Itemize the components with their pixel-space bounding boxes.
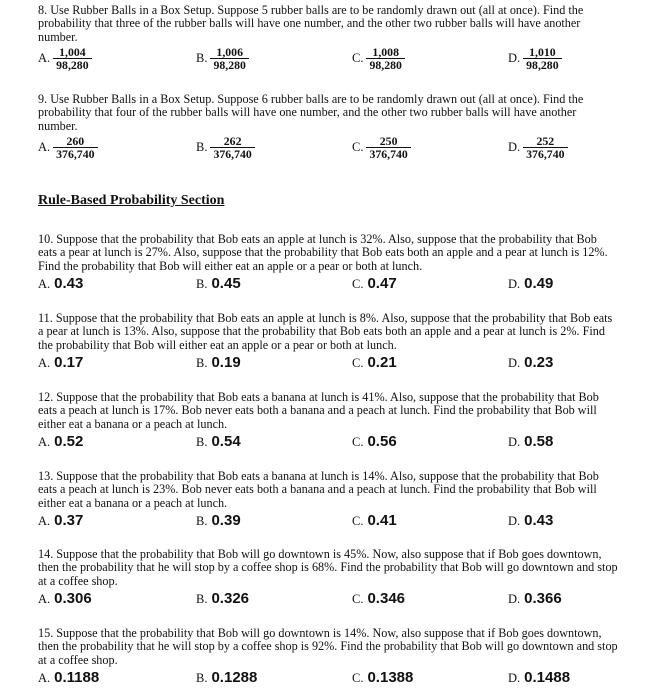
fraction-denominator: 376,740 bbox=[523, 147, 567, 160]
choice-a[interactable] bbox=[38, 354, 83, 371]
choice-a[interactable] bbox=[38, 275, 83, 292]
choice-a[interactable] bbox=[38, 512, 83, 529]
choice-b[interactable] bbox=[196, 354, 241, 371]
choice-letter: D. bbox=[508, 277, 521, 292]
choice-letter: D. bbox=[508, 356, 521, 371]
choice-value: 0.346 bbox=[367, 590, 406, 608]
choice-letter: B. bbox=[196, 277, 208, 292]
choice-c[interactable] bbox=[352, 590, 405, 607]
fraction bbox=[210, 135, 254, 160]
fraction-numerator: 1,006 bbox=[216, 45, 243, 60]
fraction-numerator: 1,010 bbox=[529, 45, 556, 60]
answer-choices bbox=[38, 354, 618, 378]
choice-letter: A. bbox=[38, 592, 51, 607]
answer-choices bbox=[38, 512, 618, 536]
choice-value: 0.23 bbox=[524, 354, 554, 372]
choice-d[interactable] bbox=[508, 590, 562, 607]
choice-letter: C. bbox=[352, 592, 364, 607]
section-heading: Rule-Based Probability Section bbox=[38, 193, 225, 208]
question-stem: 13. Suppose that the probability that Bob eats a banana at lunch is 14%. Also, suppose that the probability that Bob eats a peach at lunch is 23%. Bob never eats both a banana and a peach at lunch. Find the probability that Bob will either eat a banana or a peach at lunch. bbox=[38, 469, 599, 510]
choice-d[interactable] bbox=[508, 275, 553, 292]
choice-value: 0.366 bbox=[524, 590, 562, 608]
choice-value: 0.306 bbox=[54, 590, 92, 608]
question-stem: 15. Suppose that the probability that Bob will go downtown is 14%. Now, also suppose that if Bob goes downtown, then the probability that he will stop by a coffee shop is 92%. Find the probability that Bob will go downtown and stop at a coffee shop. bbox=[38, 626, 618, 667]
choice-letter: C. bbox=[352, 671, 364, 686]
choice-value: 0.54 bbox=[211, 433, 241, 451]
choice-letter: C. bbox=[352, 514, 364, 529]
fraction-numerator: 1,004 bbox=[59, 45, 86, 60]
question-stem: 14. Suppose that the probability that Bob will go downtown is 45%. Now, also suppose that if Bob goes downtown, then the probability that he will stop by a coffee shop is 68%. Find the probability that Bob will go downtown and stop at a coffee shop. bbox=[38, 547, 618, 588]
fraction bbox=[523, 135, 567, 160]
choice-c[interactable] bbox=[352, 46, 405, 71]
fraction bbox=[366, 46, 404, 71]
choice-value: 0.17 bbox=[54, 354, 84, 372]
choice-c[interactable] bbox=[352, 135, 411, 160]
fraction-denominator: 376,740 bbox=[53, 147, 97, 160]
choice-c[interactable] bbox=[352, 669, 413, 686]
question-stem: 8. Use Rubber Balls in a Box Setup. Suppose 5 rubber balls are to be randomly drawn out (all at once). Find the probability that three of the rubber balls will have one number, and the other two rubber balls will have another number. bbox=[38, 3, 584, 44]
answer-choices bbox=[38, 669, 618, 693]
fraction bbox=[53, 46, 91, 71]
choice-letter: C. bbox=[352, 435, 364, 450]
choice-letter: C. bbox=[352, 51, 364, 66]
choice-value: 0.21 bbox=[367, 354, 397, 372]
fraction-denominator: 376,740 bbox=[366, 147, 410, 160]
answer-choices bbox=[38, 45, 618, 73]
fraction bbox=[523, 46, 561, 71]
choice-letter: D. bbox=[508, 51, 521, 66]
choice-c[interactable] bbox=[352, 354, 397, 371]
fraction-numerator: 260 bbox=[66, 134, 85, 149]
choice-c[interactable] bbox=[352, 433, 397, 450]
question-stem: 10. Suppose that the probability that Bob eats an apple at lunch is 32%. Also, suppose that the probability that Bob eats a pear at lunch is 27%. Also, suppose that the probability that Bob eats both an apple and a pear at lunch is 12%. Find the probability that Bob will either eat an apple or a pear or both at lunch. bbox=[38, 232, 608, 273]
choice-b[interactable] bbox=[196, 275, 241, 292]
question-stem: 11. Suppose that the probability that Bob eats an apple at lunch is 8%. Also, suppose that the probability that Bob eats a pear at lunch is 13%. Also, suppose that the probability that Bob eats both an apple and a pear at lunch is 2%. Find the probability that Bob will either eat an apple or a pear or both at lunch. bbox=[38, 311, 613, 352]
choice-letter: A. bbox=[38, 435, 51, 450]
choice-letter: D. bbox=[508, 435, 521, 450]
fraction-numerator: 252 bbox=[536, 134, 555, 149]
choice-value: 0.47 bbox=[367, 275, 397, 293]
choice-letter: B. bbox=[196, 671, 208, 686]
choice-a[interactable] bbox=[38, 669, 99, 686]
question-12 bbox=[38, 391, 618, 457]
choice-value: 0.1288 bbox=[211, 669, 258, 687]
choice-a[interactable] bbox=[38, 433, 83, 450]
choice-a[interactable] bbox=[38, 46, 92, 71]
choice-c[interactable] bbox=[352, 275, 397, 292]
choice-a[interactable] bbox=[38, 135, 98, 160]
fraction bbox=[53, 135, 97, 160]
choice-value: 0.1188 bbox=[54, 669, 100, 687]
choice-letter: A. bbox=[38, 51, 51, 66]
choice-letter: A. bbox=[38, 671, 51, 686]
question-stem: 9. Use Rubber Balls in a Box Setup. Suppose 6 rubber balls are to be randomly drawn out (all at once). Find the probability that four of the rubber balls will have one number, and the other two rubber balls will have another number. bbox=[38, 92, 584, 133]
choice-b[interactable] bbox=[196, 512, 241, 529]
choice-value: 0.41 bbox=[367, 512, 397, 530]
choice-c[interactable] bbox=[352, 512, 397, 529]
choice-letter: A. bbox=[38, 356, 51, 371]
question-stem: 12. Suppose that the probability that Bob eats a banana at lunch is 41%. Also, suppose that the probability that Bob eats a peach at lunch is 17%. Bob never eats both a banana and a peach at lunch. Find the probability that Bob will either eat a banana or a peach at lunch. bbox=[38, 390, 599, 431]
choice-d[interactable] bbox=[508, 354, 553, 371]
fraction-numerator: 1,008 bbox=[372, 45, 399, 60]
choice-d[interactable] bbox=[508, 512, 553, 529]
choice-value: 0.37 bbox=[54, 512, 84, 530]
choice-letter: B. bbox=[196, 592, 208, 607]
choice-value: 0.1388 bbox=[367, 669, 414, 687]
choice-b[interactable] bbox=[196, 590, 249, 607]
question-14 bbox=[38, 548, 618, 614]
answer-choices bbox=[38, 590, 618, 614]
fraction-numerator: 250 bbox=[379, 134, 398, 149]
choice-letter: A. bbox=[38, 514, 51, 529]
choice-letter: B. bbox=[196, 435, 208, 450]
choice-letter: B. bbox=[196, 51, 208, 66]
fraction bbox=[366, 135, 410, 160]
choice-value: 0.43 bbox=[54, 275, 84, 293]
choice-d[interactable] bbox=[508, 433, 553, 450]
fraction-denominator: 98,280 bbox=[53, 58, 91, 71]
choice-b[interactable] bbox=[196, 669, 257, 686]
choice-letter: C. bbox=[352, 356, 364, 371]
choice-d[interactable] bbox=[508, 669, 570, 686]
question-13 bbox=[38, 470, 618, 536]
question-10 bbox=[38, 233, 618, 299]
fraction-denominator: 376,740 bbox=[210, 147, 254, 160]
fraction-numerator: 262 bbox=[223, 134, 242, 149]
choice-b[interactable] bbox=[196, 433, 241, 450]
question-15 bbox=[38, 627, 618, 693]
choice-b[interactable] bbox=[196, 46, 249, 71]
choice-letter: B. bbox=[196, 514, 208, 529]
answer-choices bbox=[38, 275, 618, 299]
choice-value: 0.56 bbox=[367, 433, 397, 451]
choice-value: 0.43 bbox=[524, 512, 554, 530]
choice-d[interactable] bbox=[508, 46, 562, 71]
choice-value: 0.52 bbox=[54, 433, 84, 451]
choice-letter: D. bbox=[508, 140, 521, 155]
choice-value: 0.58 bbox=[524, 433, 554, 451]
choice-letter: D. bbox=[508, 514, 521, 529]
choice-letter: C. bbox=[352, 277, 364, 292]
question-11 bbox=[38, 312, 618, 378]
choice-value: 0.39 bbox=[211, 512, 241, 530]
fraction-denominator: 98,280 bbox=[366, 58, 404, 71]
choice-letter: B. bbox=[196, 140, 208, 155]
choice-letter: B. bbox=[196, 356, 208, 371]
choice-value: 0.326 bbox=[211, 590, 250, 608]
choice-letter: D. bbox=[508, 671, 521, 686]
question-9 bbox=[38, 92, 618, 162]
choice-letter: D. bbox=[508, 592, 521, 607]
choice-d[interactable] bbox=[508, 135, 568, 160]
choice-value: 0.19 bbox=[211, 354, 241, 372]
choice-value: 0.49 bbox=[524, 275, 554, 293]
choice-value: 0.1488 bbox=[524, 669, 571, 687]
question-8 bbox=[38, 3, 618, 73]
choice-value: 0.45 bbox=[211, 275, 241, 293]
choice-b[interactable] bbox=[196, 135, 255, 160]
fraction bbox=[210, 46, 248, 71]
answer-choices bbox=[38, 134, 618, 162]
fraction-denominator: 98,280 bbox=[210, 58, 248, 71]
choice-letter: A. bbox=[38, 277, 51, 292]
choice-a[interactable] bbox=[38, 590, 92, 607]
choice-letter: C. bbox=[352, 140, 364, 155]
fraction-denominator: 98,280 bbox=[523, 58, 561, 71]
choice-letter: A. bbox=[38, 140, 51, 155]
answer-choices bbox=[38, 433, 618, 457]
